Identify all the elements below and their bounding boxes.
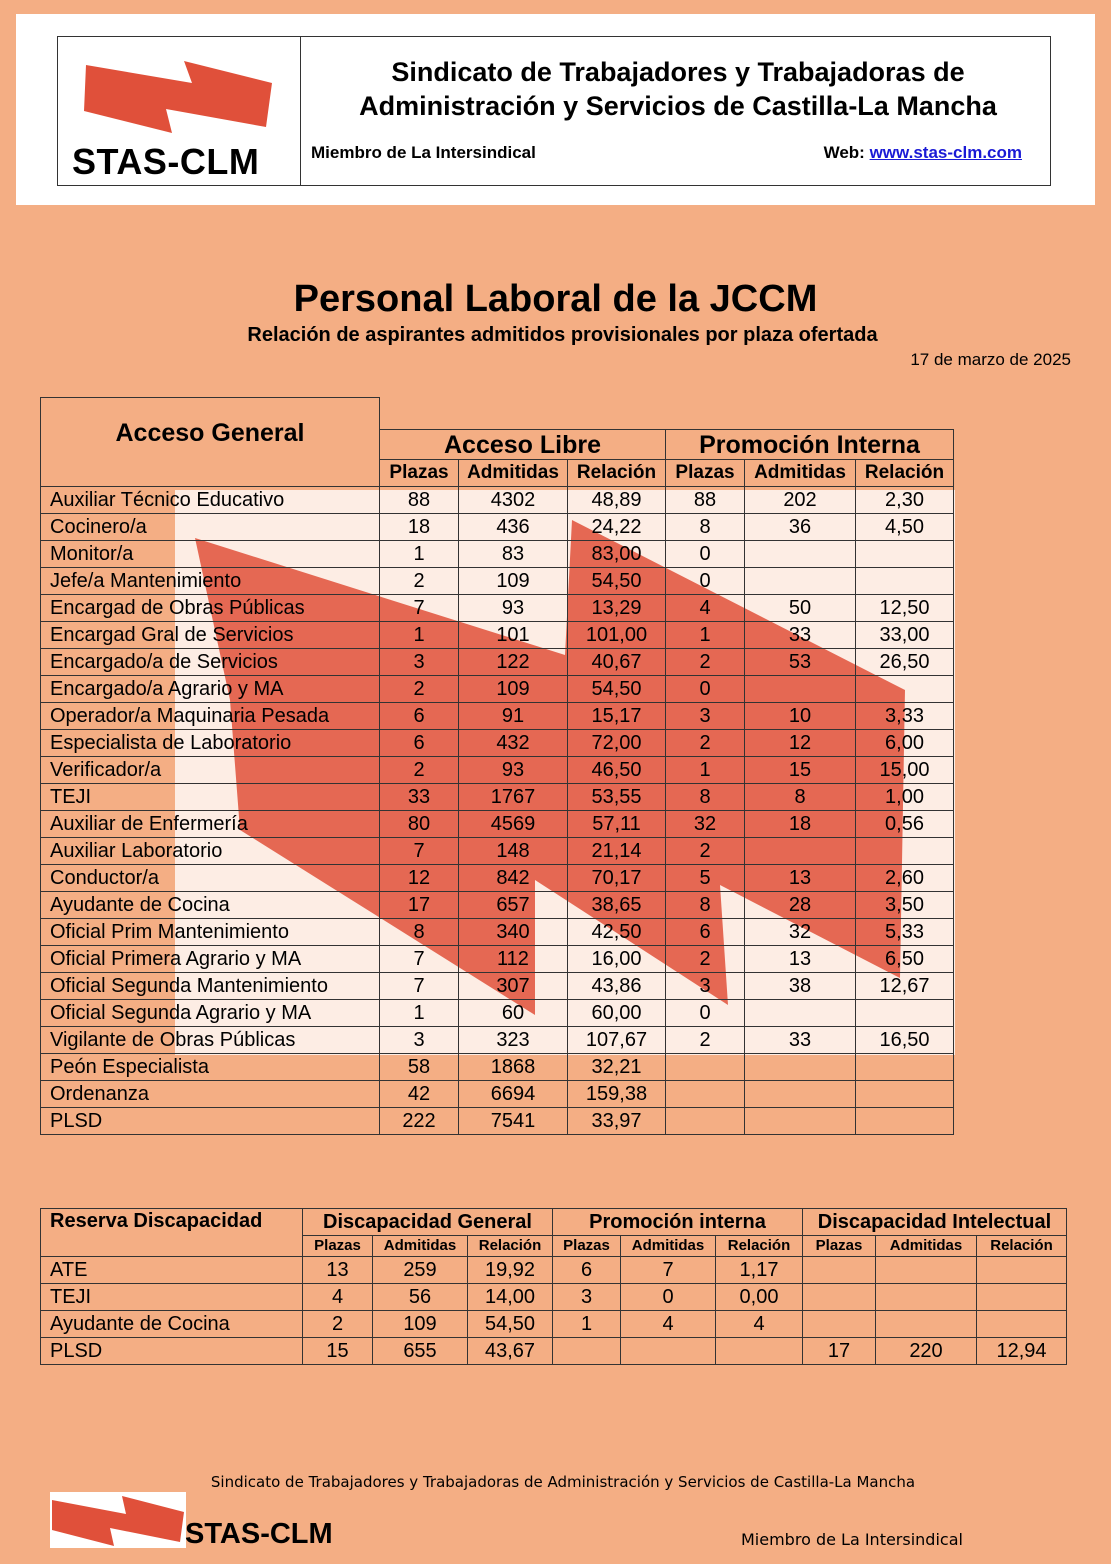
- row-value-cell: 0,56: [856, 811, 954, 838]
- reserva-row-value-cell: [803, 1284, 876, 1311]
- row-value-cell: 7: [380, 973, 459, 1000]
- row-name-cell: Encargado/a de Servicios: [41, 649, 380, 676]
- table-row: [41, 838, 954, 865]
- row-value-cell: 8: [666, 784, 745, 811]
- row-value-cell: 10: [745, 703, 856, 730]
- row-value-cell: 1868: [459, 1054, 568, 1081]
- reserva-row-name-cell: PLSD: [41, 1338, 303, 1365]
- row-name-cell: Oficial Segunda Mantenimiento: [41, 973, 380, 1000]
- row-value-cell: 12: [745, 730, 856, 757]
- row-value-cell: 2: [666, 1027, 745, 1054]
- row-value-cell: 4569: [459, 811, 568, 838]
- row-value-cell: 2: [666, 730, 745, 757]
- row-value-cell: [666, 1054, 745, 1081]
- row-value-cell: 5: [666, 865, 745, 892]
- header-member: Miembro de La Intersindical: [311, 143, 536, 162]
- footer-brand: STAS-CLM: [185, 1518, 333, 1550]
- reserva-row-value-cell: 655: [373, 1338, 468, 1365]
- reserva-subheader-cell: Relación: [468, 1236, 553, 1257]
- row-value-cell: 1,00: [856, 784, 954, 811]
- reserva-row-value-cell: 15: [303, 1338, 373, 1365]
- row-value-cell: 1767: [459, 784, 568, 811]
- footer-lightning-icon: [50, 1492, 186, 1548]
- reserva-title: Reserva Discapacidad: [41, 1209, 303, 1257]
- row-value-cell: 2,60: [856, 865, 954, 892]
- row-value-cell: 8: [666, 892, 745, 919]
- table-row: [41, 1257, 1067, 1284]
- row-value-cell: 8: [745, 784, 856, 811]
- row-value-cell: 33,00: [856, 622, 954, 649]
- row-value-cell: [856, 1081, 954, 1108]
- row-value-cell: 159,38: [568, 1081, 666, 1108]
- row-value-cell: 2: [380, 568, 459, 595]
- reserva-row-value-cell: [553, 1338, 621, 1365]
- table-row: [41, 1284, 1067, 1311]
- row-value-cell: 436: [459, 514, 568, 541]
- row-name-cell: TEJI: [41, 784, 380, 811]
- row-value-cell: 109: [459, 568, 568, 595]
- row-value-cell: 83,00: [568, 541, 666, 568]
- reserva-row-value-cell: [977, 1257, 1067, 1284]
- row-value-cell: 4,50: [856, 514, 954, 541]
- row-value-cell: 12,50: [856, 595, 954, 622]
- table-row: [41, 919, 954, 946]
- row-name-cell: Peón Especialista: [41, 1054, 380, 1081]
- header-brand: STAS-CLM: [72, 141, 260, 182]
- row-value-cell: 33,97: [568, 1108, 666, 1135]
- row-name-cell: Encargado/a Agrario y MA: [41, 676, 380, 703]
- header-spacer: [380, 398, 954, 430]
- row-value-cell: [745, 568, 856, 595]
- reserva-row-value-cell: 220: [876, 1338, 977, 1365]
- header-title-line2: Administración y Servicios de Castilla-La Mancha: [359, 91, 997, 121]
- row-value-cell: [666, 1081, 745, 1108]
- row-value-cell: 72,00: [568, 730, 666, 757]
- row-value-cell: 88: [666, 487, 745, 514]
- reserva-row-value-cell: 2: [303, 1311, 373, 1338]
- subheader-cell: Relación: [856, 460, 954, 487]
- row-name-cell: Encargad Gral de Servicios: [41, 622, 380, 649]
- row-value-cell: 7: [380, 595, 459, 622]
- subheader-cell: Admitidas: [459, 460, 568, 487]
- row-value-cell: [856, 568, 954, 595]
- reserva-row-value-cell: 56: [373, 1284, 468, 1311]
- reserva-row-value-cell: 6: [553, 1257, 621, 1284]
- reserva-row-value-cell: [716, 1338, 803, 1365]
- row-value-cell: [856, 1000, 954, 1027]
- row-value-cell: 222: [380, 1108, 459, 1135]
- row-value-cell: 93: [459, 595, 568, 622]
- reserva-subheader-cell: Plazas: [553, 1236, 621, 1257]
- row-value-cell: 6: [380, 730, 459, 757]
- row-value-cell: 107,67: [568, 1027, 666, 1054]
- row-name-cell: Oficial Primera Agrario y MA: [41, 946, 380, 973]
- row-value-cell: 842: [459, 865, 568, 892]
- row-name-cell: Oficial Prim Mantenimiento: [41, 919, 380, 946]
- row-value-cell: 32,21: [568, 1054, 666, 1081]
- row-value-cell: 148: [459, 838, 568, 865]
- reserva-row-value-cell: 259: [373, 1257, 468, 1284]
- row-value-cell: 58: [380, 1054, 459, 1081]
- row-value-cell: 122: [459, 649, 568, 676]
- reserva-table: [40, 1208, 1067, 1365]
- row-value-cell: 0: [666, 1000, 745, 1027]
- row-name-cell: Monitor/a: [41, 541, 380, 568]
- row-value-cell: 307: [459, 973, 568, 1000]
- reserva-row-name-cell: TEJI: [41, 1284, 303, 1311]
- table-row: [41, 487, 954, 514]
- reserva-row-value-cell: 13: [303, 1257, 373, 1284]
- row-value-cell: 101: [459, 622, 568, 649]
- row-name-cell: Encargad de Obras Públicas: [41, 595, 380, 622]
- row-name-cell: Auxiliar de Enfermería: [41, 811, 380, 838]
- table-row: [41, 784, 954, 811]
- table-row: [41, 1054, 954, 1081]
- row-value-cell: 88: [380, 487, 459, 514]
- footer-member: Miembro de La Intersindical: [741, 1530, 963, 1549]
- table-row: [41, 595, 954, 622]
- header-acceso-general: Acceso General: [41, 398, 380, 487]
- row-value-cell: 24,22: [568, 514, 666, 541]
- row-name-cell: Especialista de Laboratorio: [41, 730, 380, 757]
- row-name-cell: PLSD: [41, 1108, 380, 1135]
- header-discapacidad-general: Discapacidad General: [303, 1209, 553, 1236]
- subheader-cell: Plazas: [380, 460, 459, 487]
- row-value-cell: 33: [745, 1027, 856, 1054]
- row-value-cell: 657: [459, 892, 568, 919]
- reserva-subheader-cell: Relación: [977, 1236, 1067, 1257]
- row-value-cell: 18: [380, 514, 459, 541]
- row-value-cell: 13: [745, 865, 856, 892]
- row-value-cell: 7541: [459, 1108, 568, 1135]
- row-value-cell: 15,00: [856, 757, 954, 784]
- row-value-cell: 8: [380, 919, 459, 946]
- row-name-cell: Auxiliar Laboratorio: [41, 838, 380, 865]
- row-value-cell: [745, 676, 856, 703]
- table-row: [41, 811, 954, 838]
- row-value-cell: 80: [380, 811, 459, 838]
- table-row: [41, 676, 954, 703]
- subheader-cell: Plazas: [666, 460, 745, 487]
- table-row: [41, 514, 954, 541]
- header-promocion-interna: Promoción Interna: [666, 430, 954, 460]
- reserva-row-value-cell: 43,67: [468, 1338, 553, 1365]
- table-row: [41, 1000, 954, 1027]
- reserva-row-value-cell: [876, 1284, 977, 1311]
- reserva-row-value-cell: [621, 1338, 716, 1365]
- reserva-row-value-cell: 0: [621, 1284, 716, 1311]
- row-value-cell: 12,67: [856, 973, 954, 1000]
- reserva-row-value-cell: [876, 1257, 977, 1284]
- row-value-cell: 2: [666, 838, 745, 865]
- row-name-cell: Oficial Segunda Agrario y MA: [41, 1000, 380, 1027]
- row-name-cell: Ayudante de Cocina: [41, 892, 380, 919]
- row-value-cell: 12: [380, 865, 459, 892]
- row-value-cell: 16,00: [568, 946, 666, 973]
- row-value-cell: 7: [380, 838, 459, 865]
- row-value-cell: 21,14: [568, 838, 666, 865]
- row-value-cell: 53: [745, 649, 856, 676]
- row-value-cell: 54,50: [568, 676, 666, 703]
- row-value-cell: 36: [745, 514, 856, 541]
- row-value-cell: 109: [459, 676, 568, 703]
- row-value-cell: [666, 1108, 745, 1135]
- row-value-cell: [745, 1108, 856, 1135]
- row-value-cell: 60,00: [568, 1000, 666, 1027]
- header-title-line1: Sindicato de Trabajadores y Trabajadoras de: [391, 57, 965, 87]
- row-value-cell: 42: [380, 1081, 459, 1108]
- reserva-subheader-cell: Plazas: [303, 1236, 373, 1257]
- reserva-row-value-cell: [977, 1311, 1067, 1338]
- row-name-cell: Conductor/a: [41, 865, 380, 892]
- row-name-cell: Cocinero/a: [41, 514, 380, 541]
- table-row: [41, 1081, 954, 1108]
- document-date: 17 de marzo de 2025: [910, 350, 1071, 369]
- header-discapacidad-intelectual: Discapacidad Intelectual: [803, 1209, 1067, 1236]
- row-value-cell: 3: [380, 649, 459, 676]
- row-value-cell: 323: [459, 1027, 568, 1054]
- reserva-row-value-cell: 54,50: [468, 1311, 553, 1338]
- row-value-cell: 93: [459, 757, 568, 784]
- reserva-subheader-cell: Relación: [716, 1236, 803, 1257]
- row-value-cell: 112: [459, 946, 568, 973]
- reserva-row-name-cell: Ayudante de Cocina: [41, 1311, 303, 1338]
- row-value-cell: 340: [459, 919, 568, 946]
- row-value-cell: 32: [745, 919, 856, 946]
- row-value-cell: 32: [666, 811, 745, 838]
- row-value-cell: 7: [380, 946, 459, 973]
- table-row: [41, 568, 954, 595]
- table-row: [41, 973, 954, 1000]
- table-row: [41, 649, 954, 676]
- row-value-cell: 6,50: [856, 946, 954, 973]
- row-value-cell: 3: [666, 703, 745, 730]
- row-value-cell: 17: [380, 892, 459, 919]
- reserva-row-value-cell: 17: [803, 1338, 876, 1365]
- row-value-cell: 50: [745, 595, 856, 622]
- row-value-cell: 91: [459, 703, 568, 730]
- row-value-cell: 3: [666, 973, 745, 1000]
- row-value-cell: 6,00: [856, 730, 954, 757]
- row-value-cell: [745, 1000, 856, 1027]
- table-row: [41, 1108, 954, 1135]
- row-value-cell: 42,50: [568, 919, 666, 946]
- table-row: [41, 1338, 1067, 1365]
- reserva-row-value-cell: 7: [621, 1257, 716, 1284]
- web-link[interactable]: www.stas-clm.com: [869, 143, 1022, 162]
- reserva-row-value-cell: [977, 1284, 1067, 1311]
- row-value-cell: [745, 1054, 856, 1081]
- row-value-cell: 1: [666, 757, 745, 784]
- reserva-subheader-cell: Plazas: [803, 1236, 876, 1257]
- row-value-cell: 2: [380, 676, 459, 703]
- row-value-cell: 1: [380, 1000, 459, 1027]
- row-value-cell: 6: [666, 919, 745, 946]
- row-value-cell: 2,30: [856, 487, 954, 514]
- row-value-cell: [856, 1108, 954, 1135]
- table-row: [41, 865, 954, 892]
- reserva-row-value-cell: 0,00: [716, 1284, 803, 1311]
- reserva-row-value-cell: 14,00: [468, 1284, 553, 1311]
- row-value-cell: 48,89: [568, 487, 666, 514]
- reserva-row-value-cell: [876, 1311, 977, 1338]
- main-table: [40, 397, 954, 1135]
- row-value-cell: 4: [666, 595, 745, 622]
- footer-line: Sindicato de Trabajadores y Trabajadoras de Administración y Servicios de Castilla-La Mancha: [210, 1473, 916, 1491]
- row-name-cell: Vigilante de Obras Públicas: [41, 1027, 380, 1054]
- reserva-row-name-cell: ATE: [41, 1257, 303, 1284]
- table-row: [41, 703, 954, 730]
- reserva-row-value-cell: [803, 1257, 876, 1284]
- row-value-cell: 8: [666, 514, 745, 541]
- subheader-cell: Relación: [568, 460, 666, 487]
- row-value-cell: 0: [666, 541, 745, 568]
- row-value-cell: 202: [745, 487, 856, 514]
- row-value-cell: [745, 1081, 856, 1108]
- row-value-cell: 57,11: [568, 811, 666, 838]
- row-name-cell: Ordenanza: [41, 1081, 380, 1108]
- row-value-cell: 13,29: [568, 595, 666, 622]
- row-value-cell: 38: [745, 973, 856, 1000]
- row-value-cell: 70,17: [568, 865, 666, 892]
- row-name-cell: Auxiliar Técnico Educativo: [41, 487, 380, 514]
- row-value-cell: 83: [459, 541, 568, 568]
- reserva-subheader-cell: Admitidas: [621, 1236, 716, 1257]
- row-value-cell: 54,50: [568, 568, 666, 595]
- row-value-cell: 46,50: [568, 757, 666, 784]
- reserva-row-value-cell: 19,92: [468, 1257, 553, 1284]
- row-value-cell: 3,33: [856, 703, 954, 730]
- reserva-subheader-cell: Admitidas: [876, 1236, 977, 1257]
- row-value-cell: 15: [745, 757, 856, 784]
- table-row: [41, 622, 954, 649]
- subheader-cell: Admitidas: [745, 460, 856, 487]
- page-title: Personal Laboral de la JCCM: [293, 278, 818, 320]
- table-row: [41, 541, 954, 568]
- row-name-cell: Verificador/a: [41, 757, 380, 784]
- reserva-row-value-cell: 1,17: [716, 1257, 803, 1284]
- row-value-cell: 2: [666, 649, 745, 676]
- row-value-cell: 432: [459, 730, 568, 757]
- row-value-cell: 0: [666, 568, 745, 595]
- table-row: [41, 1027, 954, 1054]
- page-subtitle: Relación de aspirantes admitidos provisionales por plaza ofertada: [247, 324, 878, 346]
- row-value-cell: 2: [666, 946, 745, 973]
- table-row: [41, 757, 954, 784]
- row-value-cell: 60: [459, 1000, 568, 1027]
- reserva-row-value-cell: [803, 1311, 876, 1338]
- row-value-cell: 15,17: [568, 703, 666, 730]
- reserva-row-value-cell: 4: [716, 1311, 803, 1338]
- row-value-cell: 33: [380, 784, 459, 811]
- row-value-cell: 5,33: [856, 919, 954, 946]
- row-value-cell: 13: [745, 946, 856, 973]
- row-value-cell: 28: [745, 892, 856, 919]
- row-name-cell: Jefe/a Mantenimiento: [41, 568, 380, 595]
- row-value-cell: 43,86: [568, 973, 666, 1000]
- row-value-cell: 1: [380, 541, 459, 568]
- row-value-cell: 53,55: [568, 784, 666, 811]
- row-value-cell: 6: [380, 703, 459, 730]
- row-value-cell: 3: [380, 1027, 459, 1054]
- reserva-row-value-cell: 4: [621, 1311, 716, 1338]
- row-name-cell: Operador/a Maquinaria Pesada: [41, 703, 380, 730]
- row-value-cell: [856, 676, 954, 703]
- row-value-cell: 1: [666, 622, 745, 649]
- reserva-subheader-cell: Admitidas: [373, 1236, 468, 1257]
- row-value-cell: [745, 541, 856, 568]
- table-row: [41, 892, 954, 919]
- row-value-cell: [745, 838, 856, 865]
- row-value-cell: 2: [380, 757, 459, 784]
- table-row: [41, 946, 954, 973]
- row-value-cell: 6694: [459, 1081, 568, 1108]
- row-value-cell: 40,67: [568, 649, 666, 676]
- row-value-cell: 18: [745, 811, 856, 838]
- row-value-cell: 33: [745, 622, 856, 649]
- row-value-cell: 3,50: [856, 892, 954, 919]
- header-promocion-interna-reserva: Promoción interna: [553, 1209, 803, 1236]
- row-value-cell: 0: [666, 676, 745, 703]
- reserva-row-value-cell: 3: [553, 1284, 621, 1311]
- reserva-row-value-cell: 4: [303, 1284, 373, 1311]
- row-value-cell: 16,50: [856, 1027, 954, 1054]
- row-value-cell: [856, 1054, 954, 1081]
- row-value-cell: [856, 541, 954, 568]
- row-value-cell: 4302: [459, 487, 568, 514]
- footer-logo: [50, 1492, 186, 1548]
- row-value-cell: 38,65: [568, 892, 666, 919]
- web-label: Web:: [823, 143, 865, 162]
- row-value-cell: 26,50: [856, 649, 954, 676]
- table-row: [41, 730, 954, 757]
- reserva-row-value-cell: 1: [553, 1311, 621, 1338]
- reserva-row-value-cell: 109: [373, 1311, 468, 1338]
- reserva-row-value-cell: 12,94: [977, 1338, 1067, 1365]
- header-acceso-libre: Acceso Libre: [380, 430, 666, 460]
- table-row: [41, 1311, 1067, 1338]
- row-value-cell: 101,00: [568, 622, 666, 649]
- row-value-cell: [856, 838, 954, 865]
- row-value-cell: 1: [380, 622, 459, 649]
